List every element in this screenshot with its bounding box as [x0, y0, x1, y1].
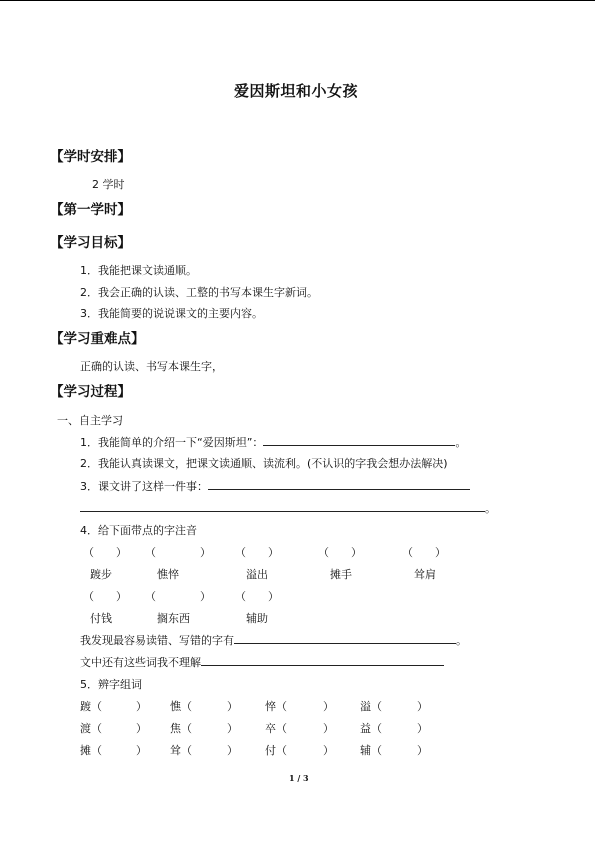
word: 摊手	[330, 568, 352, 581]
found-line	[80, 632, 467, 648]
open-paren[interactable]: （	[181, 700, 192, 713]
char: 悴	[265, 700, 276, 713]
question-3-line2	[80, 500, 496, 516]
close-paren[interactable]: ）	[417, 722, 428, 735]
close-paren[interactable]: ）	[417, 700, 428, 713]
schedule-text: 2 学时	[92, 178, 125, 191]
answer-blank[interactable]	[234, 632, 456, 644]
close-paren[interactable]: ）	[323, 722, 334, 735]
pinyin-blank[interactable]: （ ）	[402, 546, 446, 559]
question-3-text: 3．课文讲了这样一件事：	[80, 480, 208, 493]
key-points-text: 正确的认读、书写本课生字，	[80, 360, 223, 373]
goal-item: 2．我会正确的认读、工整的书写本课生字新词。	[80, 286, 318, 299]
unknown-text: 文中还有这些词我不理解	[80, 656, 201, 669]
open-paren[interactable]: （	[371, 700, 382, 713]
pinyin-blank[interactable]: （ ）	[145, 590, 211, 603]
goal-item: 3．我能简要的说说课文的主要内容。	[80, 307, 263, 320]
open-paren[interactable]: （	[276, 722, 287, 735]
found-end: 。	[456, 634, 467, 647]
char-row-3	[0, 742, 595, 756]
char: 摊	[80, 744, 91, 757]
close-paren[interactable]: ）	[136, 722, 147, 735]
goal-item: 1．我能把课文读通顺。	[80, 264, 197, 277]
question-1-end: 。	[455, 436, 467, 449]
pinyin-row-2	[0, 588, 595, 602]
question-3-end: 。	[485, 502, 496, 515]
pinyin-blank[interactable]: （ ）	[318, 546, 362, 559]
open-paren[interactable]: （	[91, 722, 102, 735]
word: 踱步	[90, 568, 112, 581]
open-paren[interactable]: （	[371, 744, 382, 757]
close-paren[interactable]: ）	[136, 700, 147, 713]
answer-blank[interactable]	[201, 654, 444, 666]
unknown-line	[80, 654, 444, 670]
word: 付钱	[90, 612, 112, 625]
close-paren[interactable]: ）	[323, 744, 334, 757]
pinyin-blank[interactable]: （ ）	[235, 546, 279, 559]
question-1	[80, 434, 466, 450]
open-paren[interactable]: （	[276, 700, 287, 713]
open-paren[interactable]: （	[181, 722, 192, 735]
close-paren[interactable]: ）	[227, 722, 238, 735]
question-2: 2．我能认真读课文，把课文读通顺、读流利。(不认识的字我会想办法解决)	[80, 457, 448, 470]
close-paren[interactable]: ）	[227, 700, 238, 713]
open-paren[interactable]: （	[371, 722, 382, 735]
char: 焦	[170, 722, 181, 735]
char: 辅	[360, 744, 371, 757]
question-4: 4．给下面带点的字注音	[80, 524, 197, 537]
open-paren[interactable]: （	[91, 700, 102, 713]
close-paren[interactable]: ）	[136, 744, 147, 757]
open-paren[interactable]: （	[91, 744, 102, 757]
pinyin-row-1	[0, 544, 595, 558]
word: 憔悴	[157, 568, 179, 581]
char-row-1	[0, 698, 595, 712]
word: 搁东西	[157, 612, 190, 625]
char: 憔	[170, 700, 181, 713]
word: 耸肩	[414, 568, 436, 581]
schedule-heading: 【学时安排】	[50, 149, 131, 165]
goals-heading: 【学习目标】	[50, 235, 131, 251]
word-row-1	[0, 566, 595, 580]
close-paren[interactable]: ）	[227, 744, 238, 757]
word: 溢出	[246, 568, 268, 581]
word: 辅助	[246, 612, 268, 625]
page-number: 1 / 3	[289, 773, 309, 783]
pinyin-blank[interactable]: （ ）	[145, 546, 211, 559]
question-3	[80, 478, 470, 494]
top-border	[0, 0, 595, 1]
pinyin-blank[interactable]: （ ）	[235, 590, 279, 603]
first-lesson-heading: 【第一学时】	[50, 202, 131, 218]
close-paren[interactable]: ）	[417, 744, 428, 757]
char: 卒	[265, 722, 276, 735]
found-text: 我发现最容易读错、写错的字有	[80, 634, 234, 647]
answer-blank[interactable]	[80, 500, 485, 512]
char-row-2	[0, 720, 595, 734]
answer-blank[interactable]	[263, 434, 455, 446]
pinyin-blank[interactable]: （ ）	[83, 590, 127, 603]
open-paren[interactable]: （	[276, 744, 287, 757]
pinyin-blank[interactable]: （ ）	[83, 546, 127, 559]
char: 耸	[170, 744, 181, 757]
open-paren[interactable]: （	[181, 744, 192, 757]
page-title: 爱因斯坦和小女孩	[234, 82, 359, 100]
question-1-text: 1．我能简单的介绍一下“爱因斯坦”：	[80, 436, 264, 449]
char: 溢	[360, 700, 371, 713]
process-heading: 【学习过程】	[50, 384, 131, 400]
question-5: 5．辨字组词	[80, 678, 142, 691]
section-self-study: 一、自主学习	[57, 414, 123, 427]
word-row-2	[0, 610, 595, 624]
answer-blank[interactable]	[208, 478, 470, 490]
close-paren[interactable]: ）	[323, 700, 334, 713]
key-points-heading: 【学习重难点】	[50, 331, 145, 347]
char: 付	[265, 744, 276, 757]
char: 渡	[80, 722, 91, 735]
char: 益	[360, 722, 371, 735]
char: 踱	[80, 700, 91, 713]
